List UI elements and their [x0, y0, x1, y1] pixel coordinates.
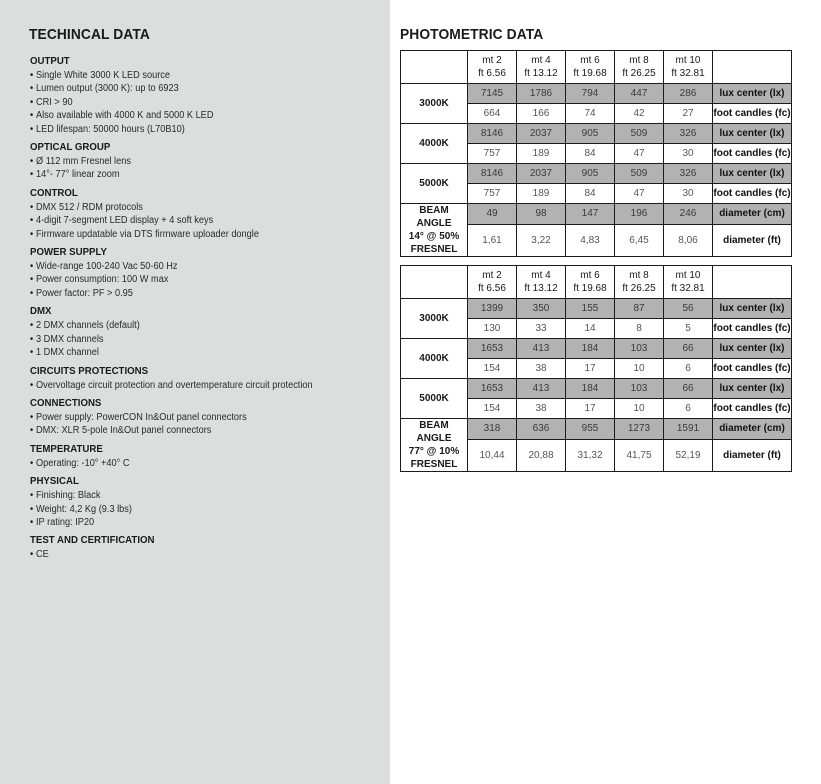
spec-item: • 3 DMX channels	[30, 333, 352, 346]
lux-value: 286	[664, 84, 713, 104]
color-temp-label: 3000K	[401, 299, 468, 339]
lux-value: 1399	[468, 299, 517, 319]
fc-value: 27	[664, 104, 713, 124]
fc-value: 47	[615, 184, 664, 204]
diameter-cm-value: 147	[566, 204, 615, 225]
lux-value: 56	[664, 299, 713, 319]
spec-list	[30, 548, 380, 561]
lux-value: 8146	[468, 124, 517, 144]
spec-section	[30, 246, 380, 300]
diameter-ft-unit: diameter (ft)	[713, 224, 792, 256]
lux-unit: lux center (lx)	[713, 84, 792, 104]
header-unit-cell	[713, 266, 792, 299]
spec-section	[30, 397, 380, 438]
lux-value: 2037	[517, 124, 566, 144]
spec-item: • Weight: 4,2 Kg (9.3 lbs)	[30, 503, 352, 516]
spec-item: • DMX: XLR 5-pole In&Out panel connectors	[30, 424, 352, 437]
spec-list	[30, 489, 380, 529]
fc-value: 757	[468, 144, 517, 164]
fc-value: 10	[615, 399, 664, 419]
header-unit-cell	[713, 51, 792, 84]
lux-value: 184	[566, 339, 615, 359]
distance-header-cell	[517, 51, 566, 84]
lux-value: 184	[566, 379, 615, 399]
distance-ft: ft 6.56	[478, 283, 506, 294]
distance-mt: mt 8	[629, 270, 649, 281]
lux-value: 103	[615, 339, 664, 359]
distance-mt: mt 4	[531, 55, 551, 66]
lux-unit: lux center (lx)	[713, 339, 792, 359]
distance-mt: mt 8	[629, 55, 649, 66]
distance-ft: ft 32.81	[671, 68, 705, 79]
lux-value: 326	[664, 164, 713, 184]
fc-unit: foot candles (fc)	[713, 104, 792, 124]
diameter-ft-value: 1,61	[468, 224, 517, 256]
fc-unit: foot candles (fc)	[713, 144, 792, 164]
distance-ft: ft 13.12	[524, 283, 558, 294]
beam-angle-value: 14° @ 50%	[408, 231, 460, 242]
fc-unit: foot candles (fc)	[713, 359, 792, 379]
lux-value: 509	[615, 164, 664, 184]
fc-value: 30	[664, 144, 713, 164]
distance-mt: mt 6	[580, 270, 600, 281]
distance-ft: ft 13.12	[524, 68, 558, 79]
distance-header-row	[401, 51, 792, 84]
spec-section	[30, 534, 380, 561]
distance-header-row	[401, 266, 792, 299]
spec-section	[30, 141, 380, 182]
fc-value: 154	[468, 399, 517, 419]
distance-header-cell	[468, 51, 517, 84]
lux-row	[401, 339, 792, 359]
beam-lens-type: FRESNEL	[410, 459, 458, 470]
spec-item: • DMX 512 / RDM protocols	[30, 201, 352, 214]
photometric-data-panel	[390, 0, 821, 784]
fc-value: 8	[615, 319, 664, 339]
diameter-cm-value: 49	[468, 204, 517, 225]
spec-item: • 1 DMX channel	[30, 346, 352, 359]
fc-value: 38	[517, 359, 566, 379]
lux-value: 905	[566, 164, 615, 184]
lux-value: 1653	[468, 339, 517, 359]
distance-mt: mt 2	[482, 55, 502, 66]
section-heading: OPTICAL GROUP	[30, 141, 111, 154]
fc-value: 6	[664, 399, 713, 419]
distance-mt: mt 2	[482, 270, 502, 281]
spec-item: • Operating: -10° +40° C	[30, 457, 352, 470]
diameter-cm-value: 636	[517, 419, 566, 440]
spec-item: • CRI > 90	[30, 96, 352, 109]
lux-value: 155	[566, 299, 615, 319]
spec-item: • 14°- 77° linear zoom	[30, 168, 352, 181]
spec-item: • 2 DMX channels (default)	[30, 319, 352, 332]
fc-value: 5	[664, 319, 713, 339]
spec-section	[30, 443, 380, 470]
distance-header-cell	[664, 266, 713, 299]
spec-list	[30, 411, 380, 438]
fc-value: 154	[468, 359, 517, 379]
spec-item: • Finishing: Black	[30, 489, 352, 502]
diameter-ft-value: 20,88	[517, 439, 566, 471]
color-temp-label: 3000K	[401, 84, 468, 124]
fc-value: 6	[664, 359, 713, 379]
distance-mt: mt 10	[675, 270, 701, 281]
section-heading: CONTROL	[30, 186, 78, 199]
lux-value: 87	[615, 299, 664, 319]
diameter-ft-value: 8,06	[664, 224, 713, 256]
fc-value: 17	[566, 399, 615, 419]
lux-unit: lux center (lx)	[713, 299, 792, 319]
diameter-ft-value: 52,19	[664, 439, 713, 471]
lux-value: 1653	[468, 379, 517, 399]
lux-value: 905	[566, 124, 615, 144]
diameter-cm-value: 955	[566, 419, 615, 440]
distance-header-cell	[664, 51, 713, 84]
lux-value: 66	[664, 379, 713, 399]
lux-value: 413	[517, 339, 566, 359]
section-heading: OUTPUT	[30, 55, 70, 67]
spec-item: • IP rating: IP20	[30, 516, 352, 529]
spec-section	[30, 305, 380, 359]
photometric-table	[400, 50, 792, 257]
fc-value: 33	[517, 319, 566, 339]
photometric-data-title: PHOTOMETRIC DATA	[400, 26, 544, 43]
fc-value: 84	[566, 144, 615, 164]
spec-item: • Power factor: PF > 0.95	[30, 287, 352, 300]
spec-item: • Power consumption: 100 W max	[30, 273, 352, 286]
spec-item: • Ø 112 mm Fresnel lens	[30, 155, 352, 168]
section-heading: POWER SUPPLY	[30, 246, 107, 259]
spec-item: • CE	[30, 548, 352, 561]
color-temp-label: 5000K	[401, 379, 468, 419]
diameter-ft-value: 6,45	[615, 224, 664, 256]
distance-header-cell	[468, 266, 517, 299]
lux-unit: lux center (lx)	[713, 124, 792, 144]
spec-item: • Also available with 4000 K and 5000 K LED	[30, 109, 352, 122]
fc-value: 189	[517, 144, 566, 164]
lux-value: 326	[664, 124, 713, 144]
lux-value: 794	[566, 84, 615, 104]
distance-ft: ft 6.56	[478, 68, 506, 79]
lux-value: 1786	[517, 84, 566, 104]
spec-item: • LED lifespan: 50000 hours (L70B10)	[30, 123, 352, 136]
distance-ft: ft 19.68	[573, 283, 607, 294]
spec-item: • Lumen output (3000 K): up to 6923	[30, 82, 352, 95]
fc-value: 757	[468, 184, 517, 204]
beam-angle-label	[401, 204, 468, 257]
spec-item: • Overvoltage circuit protection and overtemperature circuit protection	[30, 379, 352, 392]
beam-angle-label	[401, 419, 468, 472]
spec-section	[30, 187, 380, 241]
lux-row	[401, 164, 792, 184]
diameter-ft-unit: diameter (ft)	[713, 439, 792, 471]
fc-unit: foot candles (fc)	[713, 399, 792, 419]
spec-list	[30, 155, 380, 182]
spec-list	[30, 69, 380, 136]
fc-value: 42	[615, 104, 664, 124]
diameter-cm-value: 98	[517, 204, 566, 225]
spec-item: • Firmware updatable via DTS firmware uploader dongle	[30, 228, 352, 241]
beam-lens-type: FRESNEL	[410, 244, 458, 255]
photometric-table	[400, 265, 792, 472]
lux-value: 447	[615, 84, 664, 104]
spec-list	[30, 319, 380, 359]
distance-header-cell	[517, 266, 566, 299]
lux-unit: lux center (lx)	[713, 164, 792, 184]
distance-header-cell	[566, 51, 615, 84]
diameter-cm-value: 1273	[615, 419, 664, 440]
spec-section	[30, 365, 380, 392]
header-corner-cell	[401, 51, 468, 84]
distance-ft: ft 19.68	[573, 68, 607, 79]
color-temp-label: 5000K	[401, 164, 468, 204]
diameter-ft-value: 41,75	[615, 439, 664, 471]
fc-value: 10	[615, 359, 664, 379]
lux-value: 413	[517, 379, 566, 399]
fc-value: 189	[517, 184, 566, 204]
fc-value: 664	[468, 104, 517, 124]
diameter-cm-value: 1591	[664, 419, 713, 440]
lux-value: 350	[517, 299, 566, 319]
diameter-ft-value: 31,32	[566, 439, 615, 471]
spec-list	[30, 379, 380, 392]
lux-value: 509	[615, 124, 664, 144]
distance-ft: ft 26.25	[622, 68, 656, 79]
color-temp-label: 4000K	[401, 124, 468, 164]
beam-angle-line: BEAM ANGLE	[416, 205, 452, 229]
diameter-ft-value: 3,22	[517, 224, 566, 256]
distance-mt: mt 10	[675, 55, 701, 66]
fc-value: 166	[517, 104, 566, 124]
fc-unit: foot candles (fc)	[713, 184, 792, 204]
spec-item: • 4-digit 7-segment LED display + 4 soft keys	[30, 214, 352, 227]
lux-value: 8146	[468, 164, 517, 184]
diameter-cm-value: 246	[664, 204, 713, 225]
section-heading: TEST AND CERTIFICATION	[30, 534, 155, 547]
distance-ft: ft 32.81	[671, 283, 705, 294]
fc-value: 30	[664, 184, 713, 204]
lux-value: 7145	[468, 84, 517, 104]
fc-unit: foot candles (fc)	[713, 319, 792, 339]
fc-value: 84	[566, 184, 615, 204]
header-corner-cell	[401, 266, 468, 299]
distance-ft: ft 26.25	[622, 283, 656, 294]
diameter-cm-unit: diameter (cm)	[713, 204, 792, 225]
section-heading: DMX	[30, 305, 52, 318]
lux-unit: lux center (lx)	[713, 379, 792, 399]
spec-section	[30, 475, 380, 529]
diameter-cm-unit: diameter (cm)	[713, 419, 792, 440]
beam-angle-value: 77° @ 10%	[408, 446, 460, 457]
spec-section	[30, 55, 380, 136]
lux-value: 66	[664, 339, 713, 359]
fc-value: 130	[468, 319, 517, 339]
section-heading: CONNECTIONS	[30, 396, 102, 409]
spec-item: • Single White 3000 K LED source	[30, 69, 352, 82]
spec-list	[30, 457, 380, 470]
spec-item: • Wide-range 100-240 Vac 50-60 Hz	[30, 260, 352, 273]
spec-list	[30, 260, 380, 300]
diameter-cm-value: 318	[468, 419, 517, 440]
fc-value: 74	[566, 104, 615, 124]
section-heading: TEMPERATURE	[30, 442, 103, 455]
diameter-ft-value: 4,83	[566, 224, 615, 256]
spec-item: • Power supply: PowerCON In&Out panel connectors	[30, 411, 352, 424]
technical-data-title: TECHINCAL DATA	[29, 26, 150, 43]
distance-mt: mt 4	[531, 270, 551, 281]
diameter-ft-value: 10,44	[468, 439, 517, 471]
lux-value: 103	[615, 379, 664, 399]
color-temp-label: 4000K	[401, 339, 468, 379]
lux-row	[401, 299, 792, 319]
beam-angle-line: BEAM ANGLE	[416, 420, 452, 444]
section-heading: PHYSICAL	[30, 475, 79, 488]
fc-value: 38	[517, 399, 566, 419]
lux-value: 2037	[517, 164, 566, 184]
distance-mt: mt 6	[580, 55, 600, 66]
diameter-cm-value: 196	[615, 204, 664, 225]
lux-row	[401, 124, 792, 144]
fc-value: 14	[566, 319, 615, 339]
beam-cm-row	[401, 419, 792, 440]
technical-data-panel	[0, 0, 390, 784]
distance-header-cell	[615, 266, 664, 299]
fc-value: 17	[566, 359, 615, 379]
distance-header-cell	[566, 266, 615, 299]
spec-list	[30, 201, 380, 241]
lux-row	[401, 379, 792, 399]
section-heading: CIRCUITS PROTECTIONS	[30, 364, 149, 377]
technical-specs	[30, 55, 380, 567]
distance-header-cell	[615, 51, 664, 84]
fc-value: 47	[615, 144, 664, 164]
beam-cm-row	[401, 204, 792, 225]
lux-row	[401, 84, 792, 104]
